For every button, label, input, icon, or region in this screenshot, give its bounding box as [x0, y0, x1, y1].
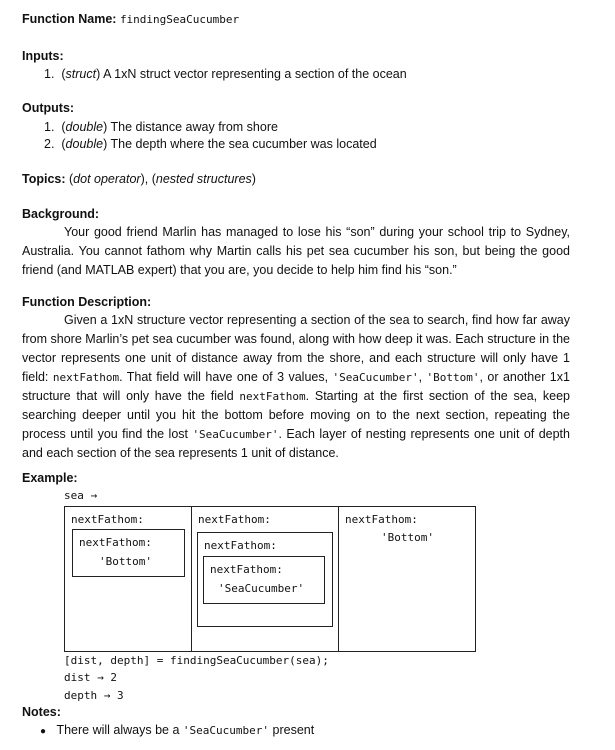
function-name-line — [22, 12, 239, 26]
sea-section-1 — [64, 506, 192, 652]
function-name-label: Function Name: — [22, 12, 117, 26]
bottom-value: 'Bottom' — [99, 555, 152, 568]
sea-section-3 — [338, 506, 476, 652]
nested-struct — [72, 529, 185, 577]
description-heading: Function Description: — [22, 295, 152, 309]
inputs-item-1: 1. (struct) A 1xN struct vector representing a section of the ocean — [44, 67, 407, 81]
description-text: Given a 1xN structure vector representing a section of the sea to search, find how far away from shore Marlin’s pet sea cucumber was found, along with how deep it was. Each structure in the vector represents one unit of distance away from the shore, and each structure will only have 1 field: nextFathom. That field will have one of 3 values, 'SeaCucumber', 'Bottom', or another 1x1 structure that will only have the field nextFathom. Starting at the first section of the sea, keep searching deeper until you hit the bottom before moving on to the next section, repeating the process until you find the lost 'SeaCucumber'. Each layer of nesting represents one unit of depth and each section of the sea represents 1 unit of distance. — [22, 313, 570, 460]
outputs-heading: Outputs: — [22, 101, 75, 115]
field-label: nextFathom: — [79, 536, 152, 549]
notes-item-1: ● There will always be a 'SeaCucumber' present — [40, 723, 315, 737]
field-label: nextFathom: — [345, 513, 418, 526]
field-label: nextFathom: — [71, 513, 144, 526]
example-dist: dist → 2 — [64, 671, 117, 684]
background-heading: Background: — [22, 207, 100, 221]
outputs-item-1: 1. (double) The distance away from shore — [44, 120, 278, 134]
outputs-item-2: 2. (double) The depth where the sea cucumber was located — [44, 137, 377, 151]
notes-heading: Notes: — [22, 705, 61, 719]
example-call: [dist, depth] = findingSeaCucumber(sea); — [64, 654, 329, 667]
function-name-value: findingSeaCucumber — [119, 13, 240, 26]
sea-label: sea → — [64, 489, 98, 502]
seacucumber-value: 'SeaCucumber' — [218, 582, 305, 595]
topics-line: Topics: (dot operator), (nested structures) — [22, 172, 256, 186]
nested-struct-inner — [203, 556, 325, 604]
sea-section-2 — [191, 506, 339, 652]
field-label: nextFathom: — [198, 513, 271, 526]
inputs-heading: Inputs: — [22, 49, 64, 63]
example-depth: depth → 3 — [64, 689, 124, 702]
field-label: nextFathom: — [204, 539, 277, 552]
nested-struct — [197, 532, 333, 627]
field-label: nextFathom: — [210, 563, 283, 576]
background-text: Your good friend Marlin has managed to lose his “son” during your school trip to Sydney, Australia. You cannot fathom why Martin calls his pet sea cucumber his son, but being the good friend (and MATLAB expert) that you are, you decide to help him find his “son.” — [22, 225, 570, 277]
example-heading: Example: — [22, 471, 78, 485]
bottom-value: 'Bottom' — [381, 531, 434, 544]
bullet-icon: ● — [40, 726, 47, 737]
